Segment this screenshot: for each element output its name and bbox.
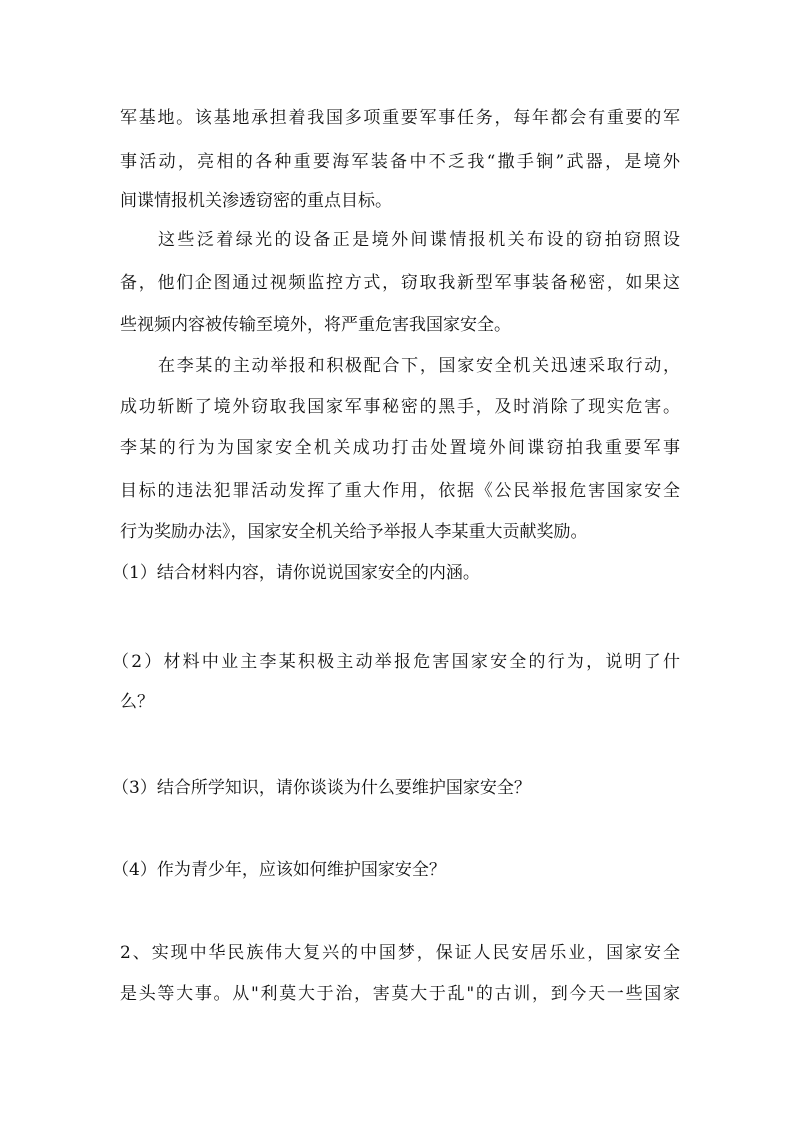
question-2-continued: 么？ [120,692,154,712]
paragraph-line: 目标的违法犯罪活动发挥了重大作用，依据《公民举报危害国家安全 [120,481,680,501]
paragraph-line: 这些泛着绿光的设备正是境外间谍情报机关布设的窃拍窃照设 [158,230,680,250]
paragraph-line: 在李某的主动举报和积极配合下，国家安全机关迅速采取行动， [158,356,680,376]
question-2: （2）材料中业主李某积极主动举报危害国家安全的行为，说明了什 [112,652,680,672]
paragraph-line: 李某的行为为国家安全机关成功打击处置境外间谍窃拍我重要军事 [120,438,680,458]
paragraph-line: 成功斩断了境外窃取我国家军事秘密的黑手，及时消除了现实危害。 [120,397,680,417]
paragraph-line: 是头等大事。从"利莫大于治，害莫大于乱"的古训，到今天一些国家 [120,984,680,1004]
paragraph-line: 军基地。该基地承担着我国多项重要军事任务，每年都会有重要的军 [120,108,680,128]
question-3: （3）结合所学知识，请你谈谈为什么要维护国家安全？ [112,778,531,798]
paragraph-line: 行为奖励办法》，国家安全机关给予举报人李某重大贡献奖励。 [120,522,588,542]
question-1: （1）结合材料内容，请你说说国家安全的内涵。 [112,563,480,583]
question-4: （4）作为青少年，应该如何维护国家安全？ [112,860,446,880]
paragraph-line: 间谍情报机关渗透窃密的重点目标。 [120,191,392,211]
question-2-main: 2、实现中华民族伟大复兴的中国梦，保证人民安居乐业，国家安全 [120,943,680,963]
paragraph-line: 事活动，亮相的各种重要海军装备中不乏我“撒手锏”武器，是境外 [120,152,680,172]
paragraph-line: 些视频内容被传输至境外，将严重危害我国家安全。 [120,315,511,335]
paragraph-line: 备，他们企图通过视频监控方式，窃取我新型军事装备秘密，如果这 [120,273,680,293]
